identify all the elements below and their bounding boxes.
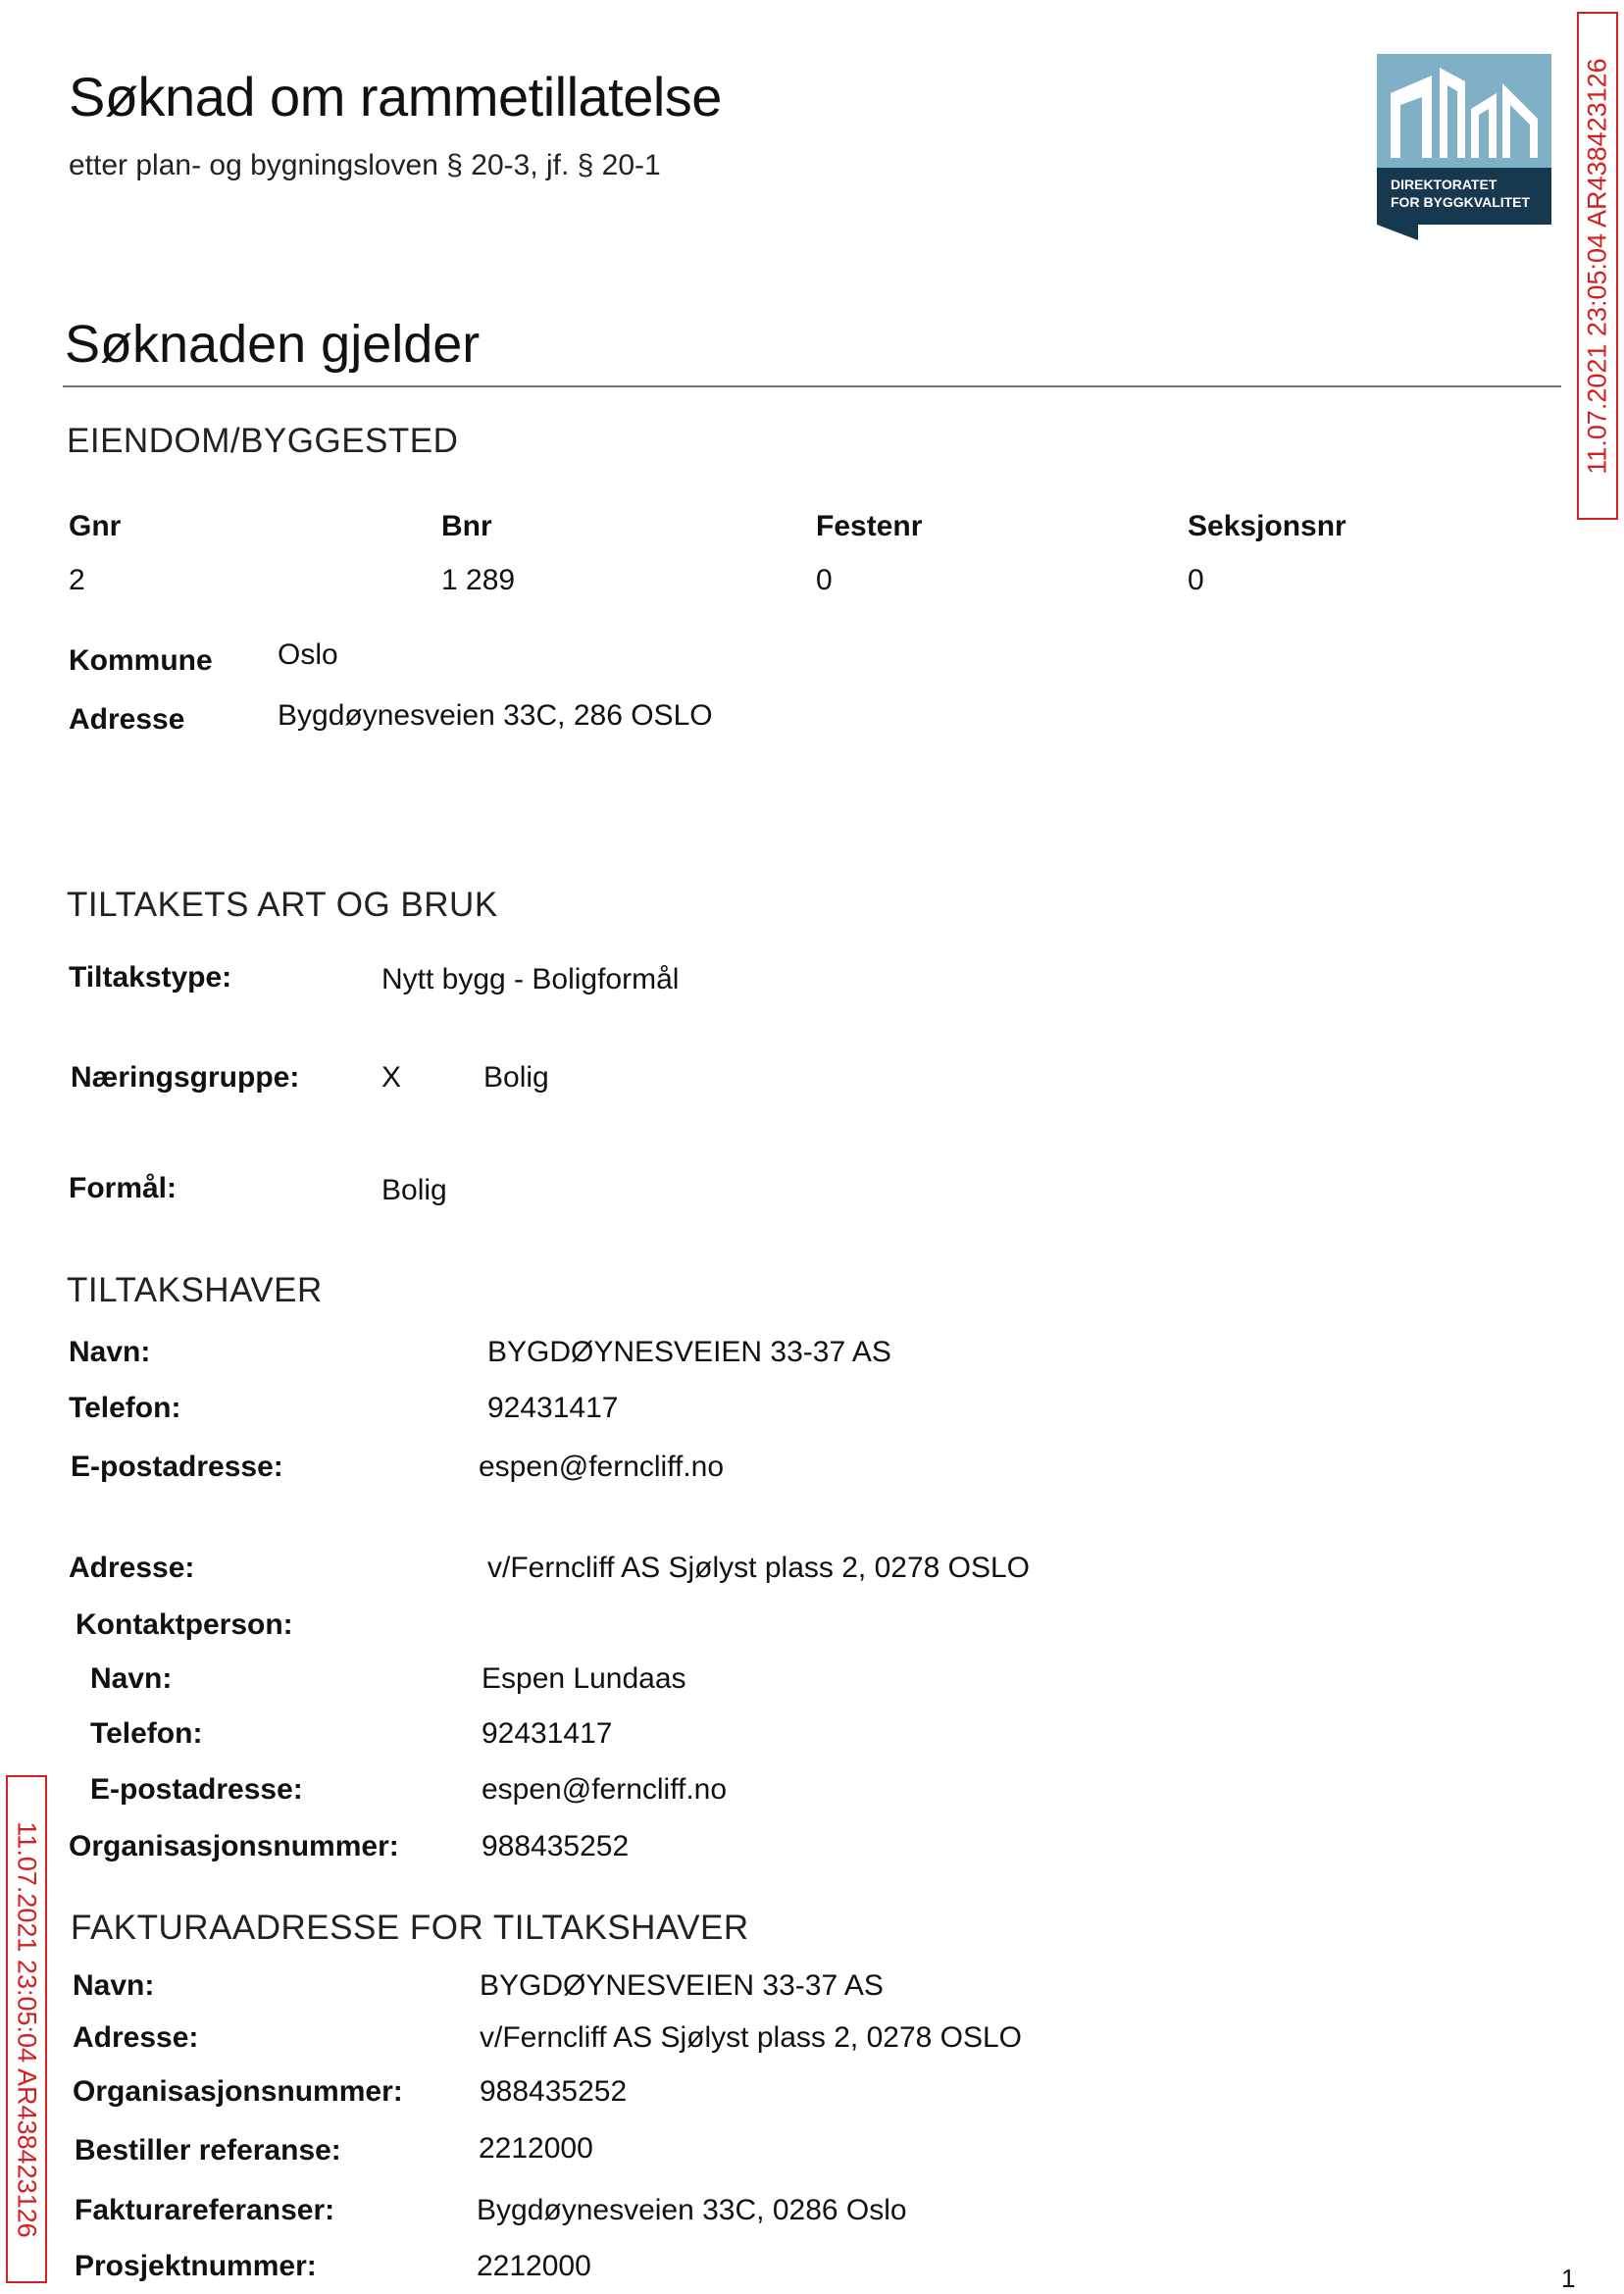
- kontaktperson-navn-value: Espen Lundaas: [482, 1662, 686, 1695]
- seksjonsnr-label: Seksjonsnr: [1188, 510, 1346, 542]
- tiltakshaver-heading: TILTAKSHAVER: [67, 1271, 323, 1309]
- eiendom-heading: EIENDOM/BYGGESTED: [67, 422, 459, 460]
- tiltakshaver-telefon-value: 92431417: [487, 1392, 619, 1424]
- section-divider: [63, 385, 1561, 387]
- kontaktperson-telefon-label: Telefon:: [90, 1717, 203, 1750]
- kontaktperson-label: Kontaktperson:: [76, 1608, 293, 1641]
- fakturareferanser-value: Bygdøynesveien 33C, 0286 Oslo: [477, 2194, 907, 2226]
- dibk-logo: [1377, 54, 1551, 240]
- faktura-orgnr-value: 988435252: [480, 2075, 628, 2108]
- page-number: 1: [1561, 2264, 1576, 2293]
- gnr-label: Gnr: [69, 510, 122, 542]
- faktura-adresse-label: Adresse:: [73, 2021, 199, 2054]
- archive-stamp-left-text: 11.07.2021 23:05:04 AR438423126: [12, 1820, 42, 2238]
- kontaktperson-epost-value: espen@ferncliff.no: [482, 1773, 728, 1806]
- section-title: Søknaden gjelder: [65, 315, 481, 374]
- adresse-label: Adresse: [69, 703, 185, 736]
- prosjektnummer-value: 2212000: [477, 2250, 591, 2282]
- prosjektnummer-label: Prosjektnummer:: [75, 2250, 317, 2282]
- naeringsgruppe-value: Bolig: [483, 1061, 549, 1094]
- tiltakstype-label: Tiltakstype:: [69, 961, 232, 994]
- faktura-orgnr-label: Organisasjonsnummer:: [73, 2075, 403, 2108]
- adresse-value: Bygdøynesveien 33C, 286 OSLO: [278, 699, 713, 732]
- archive-stamp-right: [1577, 12, 1618, 520]
- tiltakshaver-navn-value: BYGDØYNESVEIEN 33-37 AS: [487, 1336, 891, 1368]
- naeringsgruppe-label: Næringsgruppe:: [71, 1061, 300, 1094]
- faktura-navn-value: BYGDØYNESVEIEN 33-37 AS: [480, 1969, 884, 2002]
- tiltakshaver-navn-label: Navn:: [69, 1336, 151, 1368]
- tiltakshaver-epost-label: E-postadresse:: [71, 1451, 283, 1483]
- tiltak-heading: TILTAKETS ART OG BRUK: [67, 886, 498, 924]
- formal-label: Formål:: [69, 1172, 178, 1204]
- fakturareferanser-label: Fakturareferanser:: [75, 2194, 335, 2226]
- bnr-value: 1 289: [441, 564, 516, 596]
- kontaktperson-epost-label: E-postadresse:: [90, 1773, 303, 1806]
- tiltakshaver-epost-value: espen@ferncliff.no: [479, 1451, 725, 1483]
- archive-stamp-right-text: 11.07.2021 23:05:04 AR438423126: [1582, 57, 1612, 475]
- festenr-value: 0: [816, 564, 833, 596]
- dibk-logo-graphic: [1377, 54, 1551, 240]
- bestiller-referanse-value: 2212000: [479, 2132, 593, 2165]
- tiltakshaver-adresse-label: Adresse:: [69, 1552, 195, 1584]
- kontaktperson-navn-label: Navn:: [90, 1662, 173, 1695]
- tiltakshaver-orgnr-label: Organisasjonsnummer:: [69, 1830, 399, 1862]
- festenr-label: Festenr: [816, 510, 923, 542]
- bnr-label: Bnr: [441, 510, 492, 542]
- faktura-heading: FAKTURAADRESSE FOR TILTAKSHAVER: [71, 1909, 749, 1947]
- logo-text-line2: FOR BYGGKVALITET: [1391, 194, 1531, 210]
- logo-text-line1: DIREKTORATET: [1391, 177, 1497, 192]
- kontaktperson-telefon-value: 92431417: [482, 1717, 613, 1750]
- faktura-navn-label: Navn:: [73, 1969, 155, 2002]
- tiltakstype-value: Nytt bygg - Boligformål: [381, 963, 680, 995]
- tiltakshaver-telefon-label: Telefon:: [69, 1392, 181, 1424]
- page-title: Søknad om rammetillatelse: [69, 66, 722, 127]
- faktura-adresse-value: v/Ferncliff AS Sjølyst plass 2, 0278 OSLO: [480, 2021, 1023, 2054]
- bestiller-referanse-label: Bestiller referanse:: [75, 2134, 341, 2167]
- tiltakshaver-orgnr-value: 988435252: [482, 1830, 630, 1862]
- naeringsgruppe-code: X: [381, 1061, 402, 1094]
- kommune-value: Oslo: [278, 638, 338, 671]
- seksjonsnr-value: 0: [1188, 564, 1204, 596]
- formal-value: Bolig: [381, 1174, 447, 1206]
- tiltakshaver-adresse-value: v/Ferncliff AS Sjølyst plass 2, 0278 OSLO: [487, 1552, 1031, 1584]
- page-subtitle: etter plan- og bygningsloven § 20-3, jf. § 20-1: [69, 149, 661, 181]
- gnr-value: 2: [69, 564, 85, 596]
- archive-stamp-left: [6, 1775, 47, 2283]
- kommune-label: Kommune: [69, 644, 213, 677]
